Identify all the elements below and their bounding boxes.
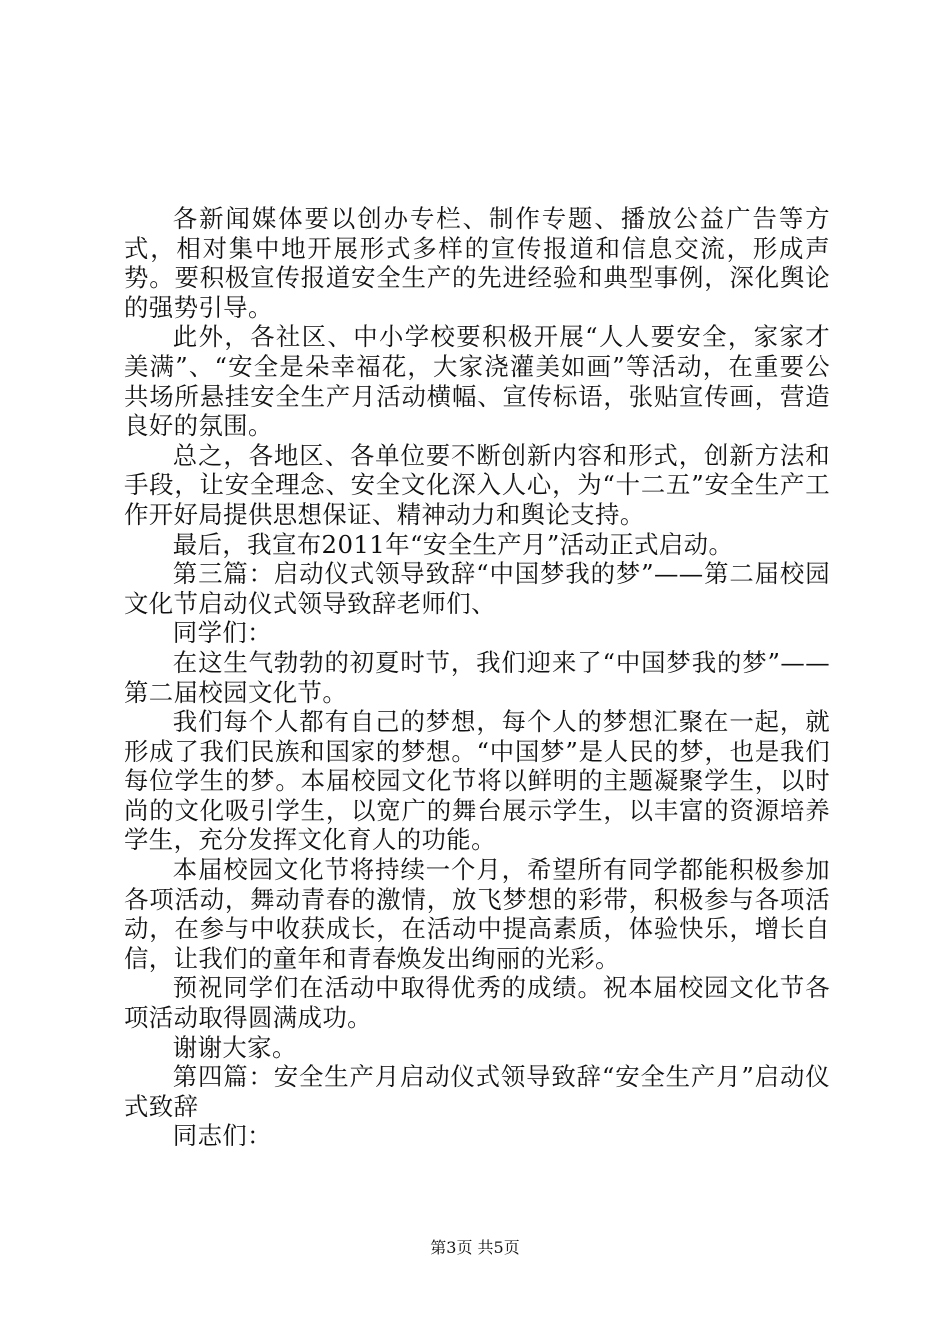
salutation-students: 同学们：: [172, 618, 272, 648]
salutation-comrades: 同志们：: [172, 1121, 272, 1151]
paragraph-community-activities: 此外，各社区、中小学校要积极开展“人人要安全，家家才美满”、“安全是朵幸福花，大家浇灌美如画”等活动，在重要公共场所悬挂安全生产月活动横幅、宣传标语，张贴宣传画，营造良好的氛围。: [124, 322, 830, 441]
document-body: [124, 204, 830, 1151]
paragraph-conclusion: 总之，各地区、各单位要不断创新内容和形式，创新方法和手段，让安全理念、安全文化深入人心，为“十二五”安全生产工作开好局提供思想保证、精神动力和舆论支持。: [124, 440, 830, 529]
section-heading-part-three: 第三篇：启动仪式领导致辞“中国梦我的梦”——第二届校园文化节启动仪式领导致辞老师们、: [124, 559, 830, 618]
paragraph-chinese-dream: 我们每个人都有自己的梦想，每个人的梦想汇聚在一起，就形成了我们民族和国家的梦想。“中国梦”是人民的梦，也是我们每位学生的梦。本届校园文化节将以鲜明的主题凝聚学生，以时尚的文化吸引学生，以宽广的舞台展示学生，以丰富的资源培养学生，充分发挥文化育人的功能。: [124, 707, 830, 855]
paragraph-festival-duration: 本届校园文化节将持续一个月，希望所有同学都能积极参加各项活动，舞动青春的激情，放飞梦想的彩带，积极参与各项活动，在参与中收获成长，在活动中提高素质，体验快乐，增长自信，让我们的童年和青春焕发出绚丽的光彩。: [124, 855, 830, 973]
paragraph-thanks: 谢谢大家。: [172, 1032, 297, 1062]
paragraph-announcement: 最后，我宣布2011年“安全生产月”活动正式启动。: [172, 529, 734, 559]
paragraph-wishes: 预祝同学们在活动中取得优秀的成绩。祝本届校园文化节各项活动取得圆满成功。: [124, 973, 830, 1033]
page-number-footer: 第3页 共5页: [430, 1238, 520, 1257]
paragraph-festival-opening: 在这生气勃勃的初夏时节，我们迎来了“中国梦我的梦”——第二届校园文化节。: [124, 647, 830, 707]
paragraph-media-publicity: 各新闻媒体要以创办专栏、制作专题、播放公益广告等方式，相对集中地开展形式多样的宣传报道和信息交流，形成声势。要积极宣传报道安全生产的先进经验和典型事例，深化舆论的强势引导。: [124, 204, 830, 322]
section-heading-part-four: 第四篇：安全生产月启动仪式领导致辞“安全生产月”启动仪式致辞: [124, 1062, 830, 1121]
